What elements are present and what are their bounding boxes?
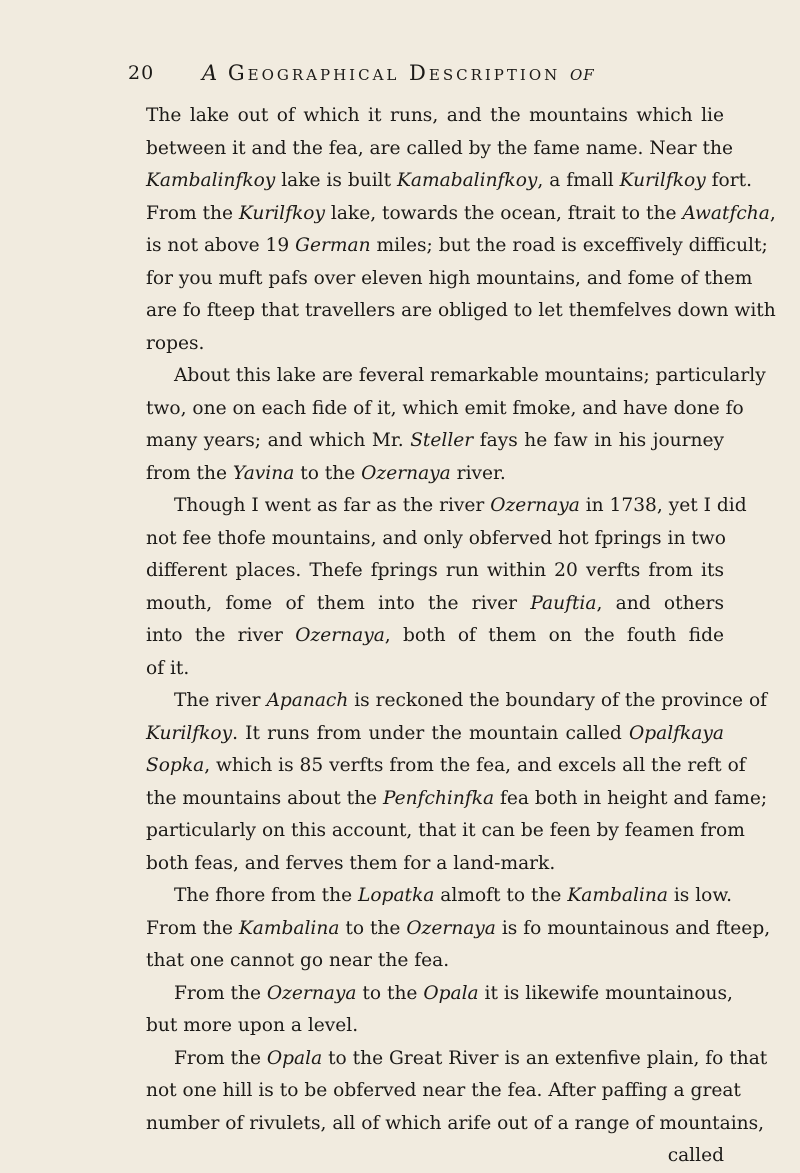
italic-run: Lopatka (358, 885, 435, 906)
italic-run: German (295, 235, 371, 256)
text-run: it is likewife mountainous, (478, 982, 733, 1004)
text-line (146, 588, 724, 621)
text-line (146, 425, 724, 458)
italic-run: Opala (266, 1047, 323, 1069)
text-run: different places. Thefe fprings run within 20 verfts from its (146, 560, 724, 581)
text-run: , a fmall (537, 170, 620, 191)
text-run: , and others (596, 592, 724, 614)
italic-run: Ozernaya (490, 495, 580, 516)
text-run: From the (174, 1047, 267, 1069)
text-run: from the (146, 462, 233, 484)
text-run: into the river (146, 625, 296, 646)
text-run: the mountains about the (146, 787, 383, 809)
italic-run: Pauftia (530, 592, 597, 614)
text-run: both feas, and ferves them for a land-mark. (146, 852, 556, 874)
text-run: called (667, 1145, 724, 1166)
text-run: not fee thofe mountains, and only obferved hot fprings in two (146, 527, 726, 549)
text-run: many years; and which Mr. (146, 430, 411, 451)
italic-run: Opalfkaya (628, 722, 724, 744)
text-line (146, 1108, 765, 1141)
running-head (128, 58, 688, 88)
text-line (146, 100, 724, 133)
text-line (146, 913, 771, 946)
text-line (146, 1075, 741, 1108)
text-line (146, 1043, 768, 1076)
running-title-of: of (569, 61, 595, 85)
text-run: for you muft pafs over eleven high mountains, and fome of them (146, 267, 753, 289)
text-run: are fo fteep that travellers are obliged to let themfelves down with (146, 300, 776, 321)
text-run: number of rivulets, all of which arife out of a range of mountains, (146, 1112, 765, 1134)
text-run: , which is 85 verfts from the fea, and excels all the reft of (204, 755, 746, 776)
text-line (146, 165, 752, 198)
text-run: two, one on each fide of it, which emit fmoke, and have done fo (146, 397, 744, 419)
italic-run: Kambalina (567, 885, 668, 906)
running-title-text: Geographical Description (227, 61, 561, 85)
italic-run: Apanach (266, 690, 349, 711)
text-line (146, 328, 724, 361)
running-title-article: A (202, 61, 219, 85)
italic-run: Ozernaya (361, 462, 451, 484)
text-run: in 1738, yet I did (579, 495, 747, 516)
text-line (146, 490, 747, 523)
text-run: . It runs from under the mountain called (232, 722, 629, 744)
catchword (146, 1140, 724, 1173)
body-text (146, 100, 776, 1173)
text-line (146, 978, 733, 1011)
text-line (146, 783, 768, 816)
italic-run: Ozernaya (295, 625, 385, 646)
text-run: lake, towards the ocean, ftrait to the (324, 202, 683, 224)
text-run: lake is built (275, 170, 397, 191)
text-run: fea both in height and fame; (494, 787, 768, 809)
text-run: almoft to the (434, 885, 568, 906)
text-run: The lake out of which it runs, and the mountains which lie (146, 105, 724, 126)
text-run: to the Great River is an extenfive plain, fo that (322, 1047, 768, 1069)
text-run: The fhore from the (174, 885, 359, 906)
italic-run: Ozernaya (406, 917, 496, 939)
italic-run: Awatfcha (682, 202, 770, 224)
text-run: to the (294, 462, 362, 484)
text-line (146, 198, 776, 231)
running-title (202, 58, 595, 88)
italic-run: Yavina (232, 462, 295, 484)
text-line (146, 230, 768, 263)
text-line (146, 653, 724, 686)
text-line (146, 685, 768, 718)
text-run: fort. (705, 170, 752, 191)
italic-run: Opala (423, 982, 479, 1004)
text-line (146, 1010, 724, 1043)
italic-run: Sopka (146, 755, 205, 776)
text-run: that one cannot go near the fea. (146, 950, 450, 971)
text-line (146, 880, 732, 913)
text-line (146, 360, 766, 393)
text-line (146, 555, 724, 588)
text-run: miles; but the road is exceffively difficult; (370, 235, 768, 256)
text-run: mouth, fome of them into the river (146, 592, 531, 614)
text-run: particularly on this account, that it can be feen by feamen from (146, 820, 745, 841)
text-line (146, 718, 724, 751)
text-run: is fo mountainous and fteep, (495, 917, 771, 939)
text-run: not one hill is to be obferved near the fea. After paffing a great (146, 1080, 741, 1101)
text-run: but more upon a level. (146, 1015, 359, 1036)
text-run: river. (450, 462, 506, 484)
text-run: is not above 19 (146, 235, 296, 256)
italic-run: Kamabalinfkoy (397, 170, 538, 191)
text-line (146, 523, 724, 556)
text-run: , both of them on the fouth fide (384, 625, 724, 646)
text-run: ropes. (146, 332, 205, 354)
text-run: to the (356, 982, 424, 1004)
italic-run: Kambalina (238, 917, 340, 939)
text-run: to the (339, 917, 407, 939)
italic-run: Kambalinfkoy (146, 170, 276, 191)
text-line (146, 295, 776, 328)
text-run: , (769, 202, 776, 224)
text-line (146, 815, 745, 848)
text-line (146, 133, 733, 166)
italic-run: Penfchinfka (382, 787, 495, 809)
text-run: From the (174, 982, 267, 1004)
text-run: between it and the fea, are called by the fame name. Near the (146, 137, 733, 159)
text-line (146, 263, 753, 296)
italic-run: Kurilfkoy (146, 722, 233, 744)
text-run: of it. (146, 657, 190, 679)
text-run: From the (146, 917, 239, 939)
text-run: From the (146, 202, 239, 224)
text-run: fays he faw in his journey (473, 430, 725, 451)
text-line (146, 945, 724, 978)
text-run: About this lake are feveral remarkable mountains; particularly (174, 365, 766, 386)
text-run: is low. (667, 885, 732, 906)
text-run: Though I went as far as the river (174, 495, 491, 516)
page-number: 20 (128, 62, 155, 84)
text-run: is reckoned the boundary of the province of (348, 690, 768, 711)
text-line (146, 750, 746, 783)
text-line (146, 458, 724, 491)
italic-run: Kurilfkoy (238, 202, 325, 224)
italic-run: Steller (410, 430, 474, 451)
text-line (146, 848, 724, 881)
text-run: The river (174, 690, 267, 711)
text-line (146, 393, 744, 426)
italic-run: Kurilfkoy (619, 170, 706, 191)
text-line (146, 620, 724, 653)
italic-run: Ozernaya (266, 982, 357, 1004)
